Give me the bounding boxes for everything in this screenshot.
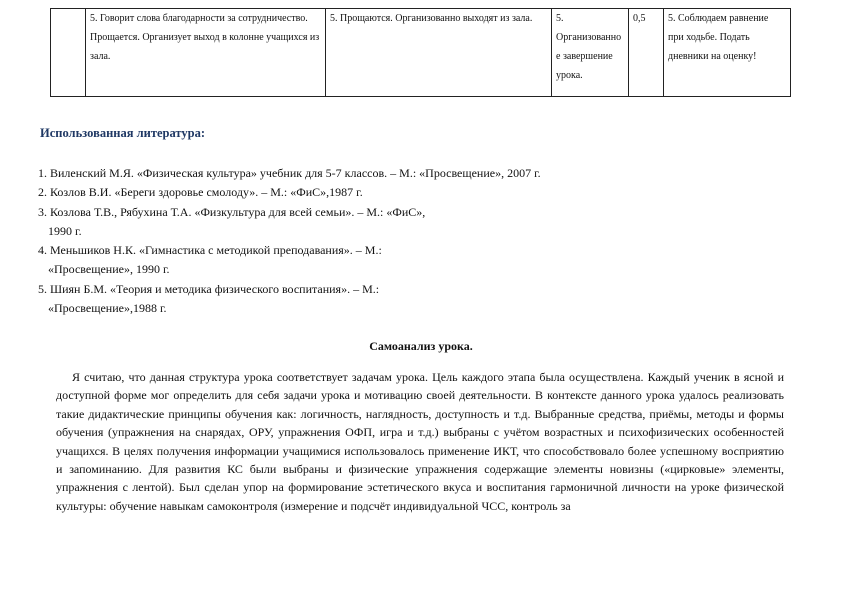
- list-item: [38, 241, 738, 280]
- list-item-continuation: «Просвещение»,1988 г.: [48, 301, 167, 316]
- list-item-text: 4. Меньшиков Н.К. «Гимнастика с методикой преподавания». – М.:: [38, 243, 382, 258]
- list-item-continuation: 1990 г.: [48, 223, 82, 238]
- list-item: [38, 203, 738, 242]
- literature-heading: Использованная литература:: [40, 126, 205, 140]
- table-cell-duration: 0,5: [629, 9, 664, 97]
- self-analysis-paragraph: Я считаю, что данная структура урока соответствует задачам урока. Цель каждого этапа была осуществлена. Каждый ученик в ясной и доступной форме мог определить для себя задачи урока и мотивацию своей деятельности. В контексте данного урока удалось реализовать такие дидактические принципы обучения как: логичность, наглядность, доступность и т.д. Выбранные средства, приёмы, методы и формы обучения (упражнения на снарядах, ОРУ, упражнения ОФП, игра и т.д.) выбраны с учётом возрастных и психофизических особенностей учащихся. В целях получения информации учащимися использовалось применение ИКТ, что способствовало более успешному восприятию и запоминанию. Для развития КС были выбраны и физические упражнения содержащие элементы новизны («цирковые» элементы, упражнения с лентой). Был сделан упор на формирование эстетического вкуса и воспитания гармоничной личности на уроке физической культуры: обучение навыкам самоконтроля (измерение и подсчёт индивидуальной ЧСС, контроль за: [56, 370, 784, 513]
- list-item-text: 5. Шиян Б.М. «Теория и методика физического воспитания». – М.:: [38, 281, 380, 296]
- list-item: [38, 164, 738, 183]
- list-item: [38, 280, 738, 319]
- list-item-continuation: «Просвещение», 1990 г.: [48, 262, 170, 277]
- table-cell-number: [51, 9, 86, 97]
- self-analysis-title: Самоанализ урока.: [369, 339, 473, 353]
- table-cell-instructions: 5. Соблюдаем равнение при ходьбе. Подать дневники на оценку!: [664, 9, 791, 97]
- table-cell-teacher-activity: 5. Говорит слова благодарности за сотрудничество. Прощается. Организует выход в колонне учащихся из зала.: [86, 9, 326, 97]
- lesson-plan-table: [50, 8, 791, 97]
- table-row: [51, 9, 791, 97]
- table-cell-student-activity: 5. Прощаются. Организованно выходят из зала.: [326, 9, 552, 97]
- list-item-text: 2. Козлов В.И. «Береги здоровье смолоду». – М.: «ФиС»,1987 г.: [38, 185, 363, 200]
- list-item: [38, 183, 738, 202]
- list-item-text: 3. Козлова Т.В., Рябухина Т.А. «Физкультура для всей семьи». – М.: «ФиС»,: [38, 204, 426, 219]
- literature-list: [38, 164, 738, 318]
- table-cell-stage: 5. Организованное завершение урока.: [552, 9, 629, 97]
- list-item-text: 1. Виленский М.Я. «Физическая культура» учебник для 5-7 классов. – М.: «Просвещение», 2007 г.: [38, 166, 541, 180]
